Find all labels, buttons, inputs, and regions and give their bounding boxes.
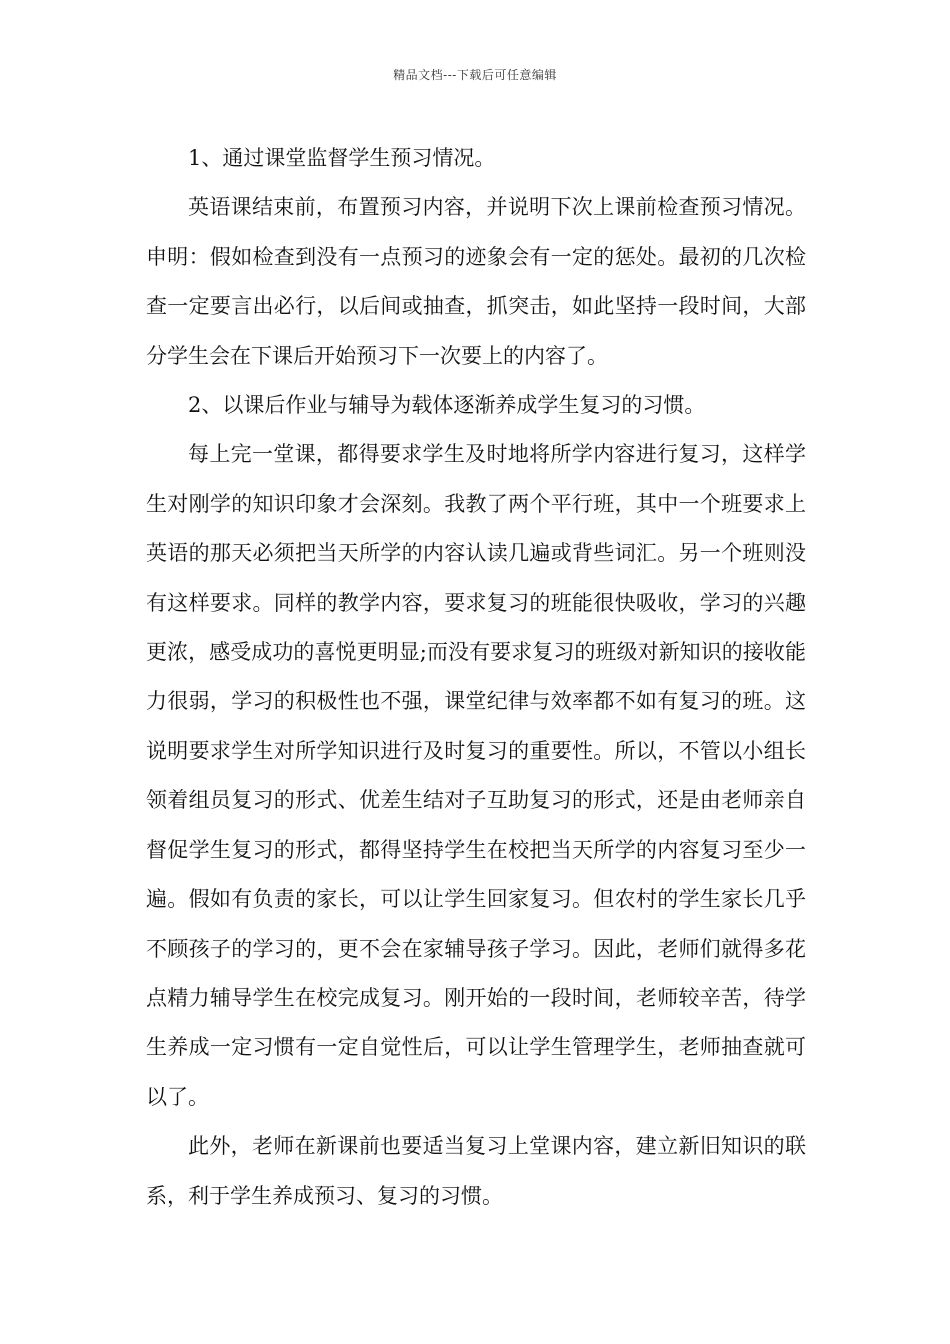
- paragraph-preview-check: 英语课结束前，布置预习内容，并说明下次上课前检查预习情况。申明：假如检查到没有一点预习的迹象会有一定的惩处。最初的几次检查一定要言出必行，以后间或抽查，抓突击，如此坚持一段时间，大部分学生会在下课后开始预习下一次要上的内容了。: [146, 195, 806, 368]
- document-body: [146, 134, 806, 1221]
- paragraph-section-1-heading: 1、通过课堂监督学生预习情况。: [188, 146, 496, 170]
- page-header: 精品文档---下载后可任意编辑: [393, 68, 557, 82]
- paragraph-conclusion: 此外，老师在新课前也要适当复习上堂课内容，建立新旧知识的联系，利于学生养成预习、复习的习惯。: [146, 1134, 806, 1208]
- paragraph-section-2-heading: 2、以课后作业与辅导为载体逐渐养成学生复习的习惯。: [188, 393, 706, 418]
- paragraph-review-habit: 每上完一堂课，都得要求学生及时地将所学内容进行复习，这样学生对刚学的知识印象才会深刻。我教了两个平行班，其中一个班要求上英语的那天必须把当天所学的内容认读几遍或背些词汇。另一个班则没有这样要求。同样的教学内容，要求复习的班能很快吸收，学习的兴趣更浓，感受成功的喜悦更明显;而没有要求复习的班级对新知识的接收能力很弱，学习的积极性也不强，课堂纪律与效率都不如有复习的班。这说明要求学生对所学知识进行及时复习的重要性。所以，不管以小组长领着组员复习的形式、优差生结对子互助复习的形式，还是由老师亲自督促学生复习的形式，都得坚持学生在校把当天所学的内容复习至少一遍。假如有负责的家长，可以让学生回家复习。但农村的学生家长几乎不顾孩子的学习的，更不会在家辅导孩子学习。因此，老师们就得多花点精力辅导学生在校完成复习。刚开始的一段时间，老师较辛苦，待学生养成一定习惯有一定自觉性后，可以让学生管理学生，老师抽查就可以了。: [146, 442, 806, 1109]
